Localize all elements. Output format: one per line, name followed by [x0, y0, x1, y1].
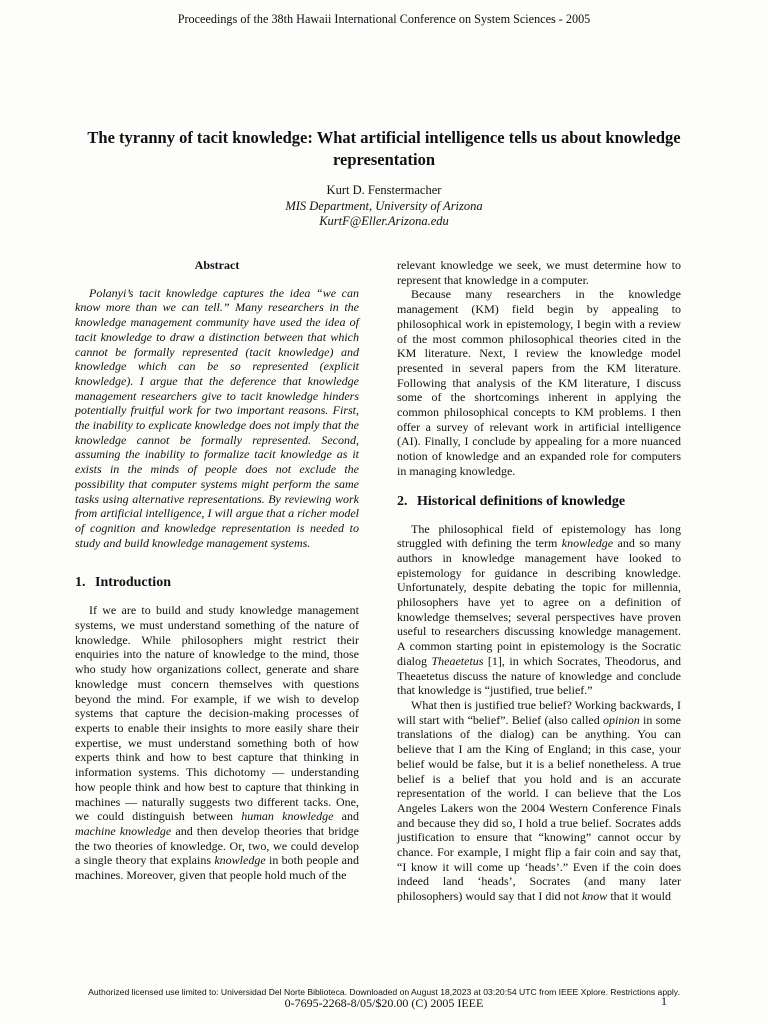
intro-paragraph-2: Because many researchers in the knowledge management (KM) field begin by appealing to philosophical work in epistemology, I begin with a review of the most common philosophical theories cited in the KM literature. Next, I review the knowledge model presented in several papers from the KM literature. Following that analysis of the KM literature, I discuss some of the shortcomings inherent in applying the common philosophical concepts to KM problems. I then offer a survey of relevant work in artificial intelligence (AI). Finally, I conclude by appealing for a more nuanced notion of knowledge and an expanded role for computers in managing knowledge.: [397, 287, 681, 478]
section-2-paragraph-2: What then is justified true belief? Working backwards, I will start with “belief”. Belief (also called opinion in some translations of the dialog) can be anything. You can believe that I am the King of England; in this case, your belief would be false, but it is a belief nonetheless. A true belief is a belief that you hold and is an accurate representation of the world. I can believe that the Los Angeles Lakers won the 2004 Western Conference Finals and because they did so, I hold a true belief. Socrates adds justification to ensure that “knowing” cannot occur by chance. For example, I might flip a fair coin and say that, “I know it will come up ‘heads’.” Even if the coin does indeed land ‘heads’, Socrates (and many later philosophers) would say that I did not know that it would: [397, 697, 681, 904]
section-1-title: Introduction: [95, 575, 171, 591]
author-affiliation: MIS Department, University of Arizona: [285, 198, 483, 213]
isbn-line: 0-7695-2268-8/05/$20.00 (C) 2005 IEEE: [284, 996, 484, 1010]
running-head: Proceedings of the 38th Hawaii International Conference on System Sciences - 2005: [177, 12, 591, 26]
right-column: [397, 258, 681, 904]
author-name: Kurt D. Fenstermacher: [326, 183, 442, 197]
paper-title: The tyranny of tacit knowledge: What artificial intelligence tells us about knowledge representation: [87, 128, 681, 169]
abstract-heading: Abstract: [194, 258, 240, 272]
section-1-number: 1.: [75, 575, 86, 591]
section-2-title: Historical definitions of knowledge: [417, 493, 626, 509]
abstract-text: Polanyi’s tacit knowledge captures the idea “we can know more than we can tell.” Many researchers in the knowledge management community have used the idea of tacit knowledge to draw a distinction between that which cannot be formally represented (tacit knowledge) and knowledge which can be so represented (explicit knowledge). I argue that the deference that knowledge management researchers give to tacit knowledge hinders potentially fruitful work for two important reasons. First, the inability to explicate knowledge does not imply that the knowledge cannot be formally represented. Second, assuming the inability to formalize tacit knowledge as it exists in the minds of people does not exclude the possibility that computer systems might perform the same tasks using alternative representations. By reviewing work from artificial intelligence, I will argue that a richer model of cognition and knowledge representation is needed to study and build knowledge management systems.: [75, 285, 359, 550]
intro-paragraph-1: If we are to build and study knowledge management systems, we must understand something of the nature of knowledge. While philosophers might restrict their enquiries into the nature of knowledge to the mind, those who study how organizations collect, generate and share knowledge must concern themselves with questions beyond the mind. For example, if we wish to develop systems that capture the decision-making processes of experts to enable their insights to more easily share their expertise, we must understand something both of how experts think and how to best capture that thinking in information systems. This dichotomy — understanding how people think and how best to capture that thinking in machines — naturally suggests two different tacks. One, we could distinguish between human knowledge and machine knowledge and then develop theories that bridge the two theories of knowledge. Or, two, we could develop a single theory that explains knowledge in both people and machines. Moreover, given that people hold much of the: [75, 603, 360, 883]
author-block: [0, 183, 768, 230]
author-email: KurtF@Eller.Arizona.edu: [319, 214, 449, 228]
intro-paragraph-1-continued: relevant knowledge we seek, we must determine how to represent that knowledge in a computer.: [397, 258, 681, 287]
section-2-heading: [397, 494, 681, 510]
section-1-heading: [75, 575, 359, 591]
section-2-paragraph-1: The philosophical field of epistemology has long struggled with defining the term knowledge and so many authors in knowledge management have looked to epistemology for guidance in describing knowledge. Unfortunately, despite debating the topic for millennia, philosophers have yet to agree on a definition of knowledge themselves; several perspectives have proven useful to researchers discussing knowledge management. A common starting point in epistemology is the Socratic dialog Theaetetus [1], in which Socrates, Theodorus, and Theaetetus discuss the nature of knowledge and conclude that knowledge is “justified, true belief.”: [397, 521, 681, 698]
section-2-number: 2.: [397, 493, 408, 509]
left-column: [75, 258, 359, 883]
authorized-use-notice: Authorized licensed use limited to: Universidad Del Norte Biblioteca. Downloaded on August 18,2023 at 03:20:54 UTC from IEEE Xplore. Restrictions apply.: [88, 987, 680, 997]
page-number: 1: [661, 994, 667, 1008]
